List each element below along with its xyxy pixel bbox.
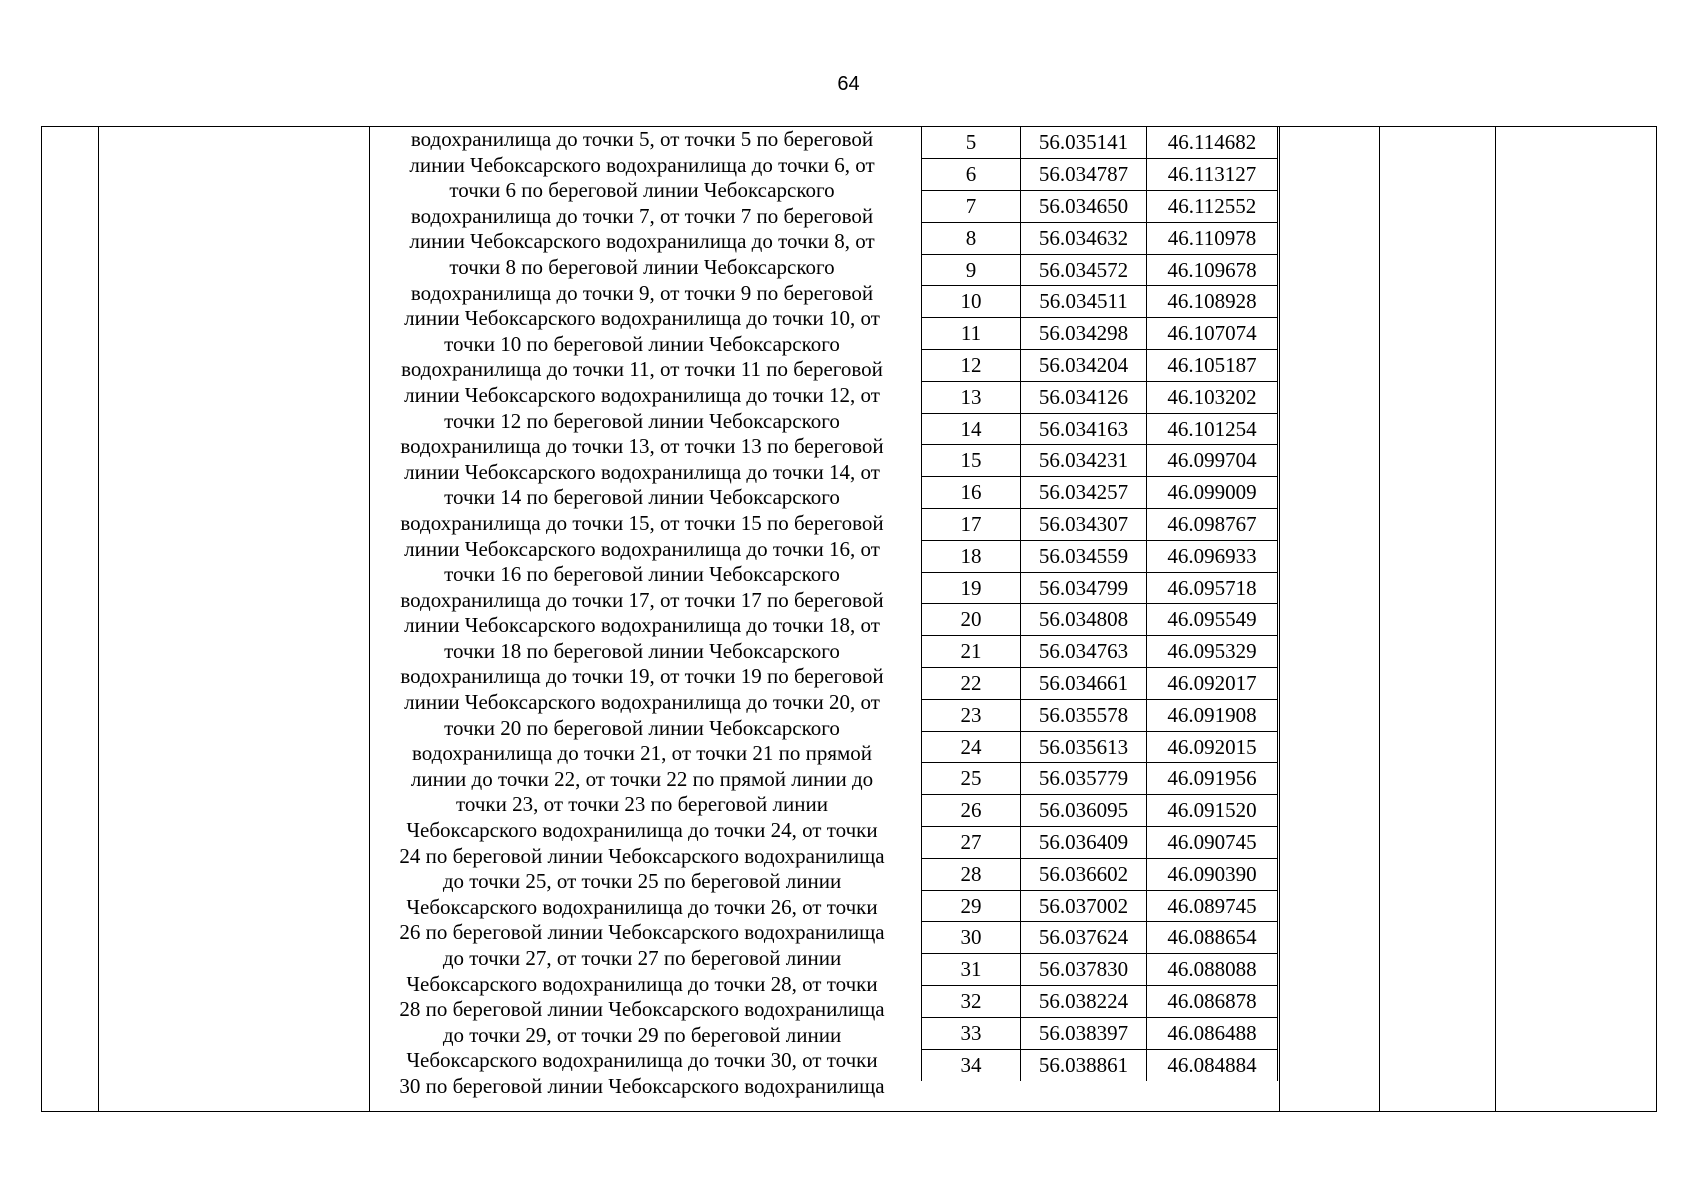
point-number-cell: 5 [922,127,1021,159]
latitude-cell: 56.034511 [1021,286,1147,318]
latitude-cell: 56.034661 [1021,668,1147,700]
latitude-cell: 56.034204 [1021,350,1147,382]
longitude-cell: 46.109678 [1147,254,1278,286]
table-row [922,986,1278,1018]
description-line: до точки 27, от точки 27 по береговой линии [442,946,842,970]
point-number-cell: 13 [922,381,1021,413]
point-number-cell: 34 [922,1049,1021,1081]
table-row [922,731,1278,763]
longitude-cell: 46.096933 [1147,540,1278,572]
description-line: Чебоксарского водохранилища до точки 26, от точки [406,894,878,919]
longitude-cell: 46.092017 [1147,668,1278,700]
table-row [922,572,1278,604]
latitude-cell: 56.036602 [1021,858,1147,890]
latitude-cell: 56.034763 [1021,636,1147,668]
column-divider [1279,127,1280,1111]
longitude-cell: 46.092015 [1147,731,1278,763]
longitude-cell: 46.089745 [1147,890,1278,922]
latitude-cell: 56.034572 [1021,254,1147,286]
description-line: 24 по береговой линии Чебоксарского водохранилища [399,843,885,868]
boundary-description [369,127,915,1100]
longitude-cell: 46.086878 [1147,986,1278,1018]
description-line: линии Чебоксарского водохранилища до точки 18, от [404,613,880,638]
table-row [922,159,1278,191]
description-line: 30 по береговой линии Чебоксарского водохранилища [399,1073,885,1098]
longitude-cell: 46.110978 [1147,222,1278,254]
description-line: Чебоксарского водохранилища до точки 24, от точки [406,818,878,843]
description-line: Чебоксарского водохранилища до точки 28, от точки [406,971,878,996]
column-divider [98,127,99,1111]
point-number-cell: 31 [922,954,1021,986]
longitude-cell: 46.088088 [1147,954,1278,986]
description-line: точки 14 по береговой линии Чебоксарского [444,485,840,510]
latitude-cell: 56.037624 [1021,922,1147,954]
table-row [922,699,1278,731]
latitude-cell: 56.034307 [1021,509,1147,541]
description-line: до точки 29, от точки 29 по береговой линии [442,1022,842,1047]
point-number-cell: 33 [922,1017,1021,1049]
table-row [922,222,1278,254]
point-number-cell: 20 [922,604,1021,636]
latitude-cell: 56.034231 [1021,445,1147,477]
table-row [922,1017,1278,1049]
table-row [922,350,1278,382]
description-line: водохранилища до точки 15, от точки 15 по береговой [400,510,884,535]
longitude-cell: 46.095718 [1147,572,1278,604]
description-line: водохранилища до точки 9, от точки 9 по береговой [410,280,874,305]
point-number-cell: 23 [922,699,1021,731]
description-line: водохранилища до точки 17, от точки 17 по береговой [400,587,884,612]
description-line: точки 20 по береговой линии Чебоксарского [444,715,840,740]
longitude-cell: 46.107074 [1147,318,1278,350]
description-line: линии Чебоксарского водохранилища до точки 6, от [409,152,875,177]
longitude-cell: 46.095549 [1147,604,1278,636]
description-line: линии Чебоксарского водохранилища до точки 14, от [404,459,880,484]
point-number-cell: 30 [922,922,1021,954]
table-row [922,381,1278,413]
description-line: водохранилища до точки 5, от точки 5 по береговой [410,127,874,151]
description-line: до точки 25, от точки 25 по береговой линии [442,869,842,894]
table-row [922,795,1278,827]
latitude-cell: 56.036095 [1021,795,1147,827]
column-divider [1379,127,1380,1111]
table-row [922,922,1278,954]
point-number-cell: 27 [922,827,1021,859]
point-number-cell: 15 [922,445,1021,477]
column-divider [1495,127,1496,1111]
longitude-cell: 46.101254 [1147,413,1278,445]
longitude-cell: 46.113127 [1147,159,1278,191]
table-row [922,286,1278,318]
point-number-cell: 8 [922,222,1021,254]
table-row [922,477,1278,509]
description-line: 28 по береговой линии Чебоксарского водохранилища [399,997,885,1022]
point-number-cell: 24 [922,731,1021,763]
point-number-cell: 22 [922,668,1021,700]
point-number-cell: 16 [922,477,1021,509]
longitude-cell: 46.090390 [1147,858,1278,890]
longitude-cell: 46.091956 [1147,763,1278,795]
page-number: 64 [837,73,860,95]
point-number-cell: 18 [922,540,1021,572]
point-number-cell: 29 [922,890,1021,922]
latitude-cell: 56.035578 [1021,699,1147,731]
latitude-cell: 56.034559 [1021,540,1147,572]
table-row [922,954,1278,986]
point-number-cell: 25 [922,763,1021,795]
point-number-cell: 32 [922,986,1021,1018]
latitude-cell: 56.034799 [1021,572,1147,604]
description-line: точки 12 по береговой линии Чебоксарского [444,408,840,433]
longitude-cell: 46.099704 [1147,445,1278,477]
table-row [922,413,1278,445]
longitude-cell: 46.090745 [1147,827,1278,859]
longitude-cell: 46.105187 [1147,350,1278,382]
table-row [922,509,1278,541]
latitude-cell: 56.035613 [1021,731,1147,763]
description-line: точки 18 по береговой линии Чебоксарского [444,638,840,663]
table-row [922,254,1278,286]
coordinates-table [921,127,1278,1081]
table-row [922,763,1278,795]
description-line: точки 10 по береговой линии Чебоксарского [444,331,840,356]
description-line: 26 по береговой линии Чебоксарского водохранилища [399,920,885,945]
latitude-cell: 56.037830 [1021,954,1147,986]
longitude-cell: 46.084884 [1147,1049,1278,1081]
latitude-cell: 56.035779 [1021,763,1147,795]
description-line: водохранилища до точки 19, от точки 19 по береговой [400,664,884,689]
point-number-cell: 19 [922,572,1021,604]
longitude-cell: 46.098767 [1147,509,1278,541]
point-number-cell: 21 [922,636,1021,668]
latitude-cell: 56.034163 [1021,413,1147,445]
description-line: точки 6 по береговой линии Чебоксарского [449,178,835,203]
longitude-cell: 46.091908 [1147,699,1278,731]
latitude-cell: 56.034298 [1021,318,1147,350]
latitude-cell: 56.034650 [1021,191,1147,223]
latitude-cell: 56.038224 [1021,986,1147,1018]
table-row [922,636,1278,668]
table-row [922,858,1278,890]
latitude-cell: 56.034787 [1021,159,1147,191]
point-number-cell: 6 [922,159,1021,191]
point-number-cell: 17 [922,509,1021,541]
latitude-cell: 56.034257 [1021,477,1147,509]
description-line: точки 8 по береговой линии Чебоксарского [449,254,835,279]
latitude-cell: 56.037002 [1021,890,1147,922]
description-line: водохранилища до точки 21, от точки 21 по прямой [411,741,873,766]
table-row [922,1049,1278,1081]
boundary-table [41,126,1657,1112]
table-row [922,127,1278,159]
latitude-cell: 56.034632 [1021,222,1147,254]
description-line: точки 23, от точки 23 по береговой линии [456,792,828,817]
point-number-cell: 9 [922,254,1021,286]
description-line: линии Чебоксарского водохранилища до точки 16, от [404,536,880,561]
longitude-cell: 46.099009 [1147,477,1278,509]
latitude-cell: 56.034808 [1021,604,1147,636]
description-line: линии до точки 22, от точки 22 по прямой линии до [410,766,874,791]
point-number-cell: 11 [922,318,1021,350]
point-number-cell: 12 [922,350,1021,382]
longitude-cell: 46.088654 [1147,922,1278,954]
table-row [922,890,1278,922]
description-line: водохранилища до точки 13, от точки 13 по береговой [400,434,884,459]
table-row [922,604,1278,636]
latitude-cell: 56.036409 [1021,827,1147,859]
description-line: линии Чебоксарского водохранилища до точки 8, от [409,229,875,254]
point-number-cell: 28 [922,858,1021,890]
description-line: точки 16 по береговой линии Чебоксарского [444,562,840,587]
point-number-cell: 7 [922,191,1021,223]
longitude-cell: 46.114682 [1147,127,1278,159]
latitude-cell: 56.034126 [1021,381,1147,413]
point-number-cell: 26 [922,795,1021,827]
description-line: линии Чебоксарского водохранилища до точки 12, от [404,382,880,407]
longitude-cell: 46.086488 [1147,1017,1278,1049]
description-line: Чебоксарского водохранилища до точки 30, от точки [406,1048,878,1073]
latitude-cell: 56.035141 [1021,127,1147,159]
description-line: линии Чебоксарского водохранилища до точки 20, от [404,690,880,715]
latitude-cell: 56.038861 [1021,1049,1147,1081]
table-row [922,191,1278,223]
description-line: линии Чебоксарского водохранилища до точки 10, от [404,306,880,331]
longitude-cell: 46.112552 [1147,191,1278,223]
table-row [922,445,1278,477]
point-number-cell: 14 [922,413,1021,445]
description-line: водохранилища до точки 7, от точки 7 по береговой [410,203,874,228]
longitude-cell: 46.091520 [1147,795,1278,827]
latitude-cell: 56.038397 [1021,1017,1147,1049]
table-row [922,668,1278,700]
description-line: водохранилища до точки 11, от точки 11 по береговой [401,357,883,382]
table-row [922,827,1278,859]
longitude-cell: 46.108928 [1147,286,1278,318]
point-number-cell: 10 [922,286,1021,318]
table-row [922,318,1278,350]
longitude-cell: 46.095329 [1147,636,1278,668]
table-row [922,540,1278,572]
longitude-cell: 46.103202 [1147,381,1278,413]
